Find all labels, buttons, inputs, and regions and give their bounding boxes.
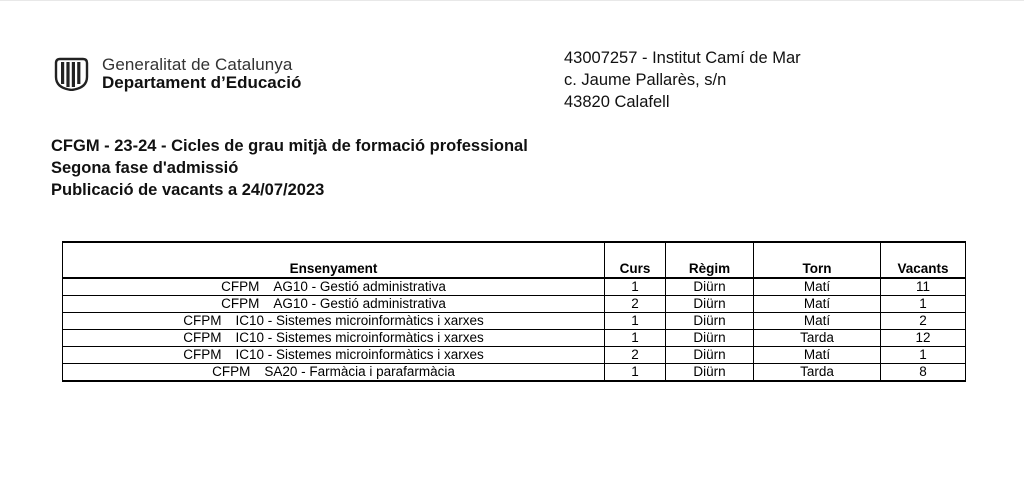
cell-regim: Diürn <box>666 364 754 382</box>
org-name: Generalitat de Catalunya <box>102 55 293 74</box>
vacancies-table <box>62 241 966 382</box>
cell-course: IC10 - Sistemes microinformàtics i xarxes <box>235 347 484 362</box>
cell-vacants: 8 <box>881 364 966 382</box>
cell-curs: 2 <box>605 347 666 364</box>
publication-date: Publicació de vacants a 24/07/2023 <box>51 181 325 199</box>
table-row <box>63 330 966 347</box>
column-header-torn: Torn <box>754 242 881 278</box>
cell-torn: Tarda <box>754 364 881 382</box>
table-row <box>63 364 966 382</box>
cell-course: SA20 - Farmàcia i parafarmàcia <box>264 364 455 379</box>
cell-curs: 1 <box>605 330 666 347</box>
generalitat-logo <box>53 56 301 92</box>
document-title: CFGM - 23-24 - Cicles de grau mitjà de formació professional <box>51 137 528 155</box>
cell-torn: Tarda <box>754 330 881 347</box>
cell-torn: Matí <box>754 296 881 313</box>
column-header-ensenyament: Ensenyament <box>63 242 605 278</box>
table-row <box>63 296 966 313</box>
cell-regim: Diürn <box>666 330 754 347</box>
school-address <box>564 47 801 113</box>
cell-type: CFPM <box>221 296 260 311</box>
column-header-vacants: Vacants <box>881 242 966 278</box>
department-name: Departament d’Educació <box>102 73 302 92</box>
cell-ensenyament <box>63 364 605 382</box>
column-header-curs: Curs <box>605 242 666 278</box>
cell-curs: 1 <box>605 313 666 330</box>
cell-curs: 1 <box>605 364 666 382</box>
cell-ensenyament <box>63 347 605 364</box>
cell-torn: Matí <box>754 278 881 296</box>
cell-type: CFPM <box>183 313 222 328</box>
cell-regim: Diürn <box>666 313 754 330</box>
table-header-row <box>63 242 966 278</box>
cell-vacants: 1 <box>881 296 966 313</box>
table-row <box>63 313 966 330</box>
cell-type: CFPM <box>183 347 222 362</box>
table-row <box>63 347 966 364</box>
page-top-border <box>0 0 1024 1</box>
school-name: 43007257 - Institut Camí de Mar <box>564 49 801 67</box>
cell-ensenyament <box>63 313 605 330</box>
cell-type: CFPM <box>221 279 260 294</box>
cell-torn: Matí <box>754 347 881 364</box>
cell-course: IC10 - Sistemes microinformàtics i xarxes <box>235 313 484 328</box>
document-titles <box>51 135 528 201</box>
cell-ensenyament <box>63 330 605 347</box>
cell-curs: 2 <box>605 296 666 313</box>
cell-vacants: 11 <box>881 278 966 296</box>
cell-regim: Diürn <box>666 296 754 313</box>
cell-vacants: 12 <box>881 330 966 347</box>
cell-ensenyament <box>63 296 605 313</box>
document-subtitle: Segona fase d'admissió <box>51 159 239 177</box>
cell-torn: Matí <box>754 313 881 330</box>
cell-regim: Diürn <box>666 278 754 296</box>
cell-ensenyament <box>63 278 605 296</box>
school-street: c. Jaume Pallarès, s/n <box>564 71 727 89</box>
cell-course: AG10 - Gestió administrativa <box>273 296 446 311</box>
cell-type: CFPM <box>183 330 222 345</box>
cell-course: AG10 - Gestió administrativa <box>273 279 446 294</box>
cell-type: CFPM <box>212 364 251 379</box>
cell-course: IC10 - Sistemes microinformàtics i xarxes <box>235 330 484 345</box>
cell-vacants: 1 <box>881 347 966 364</box>
cell-curs: 1 <box>605 278 666 296</box>
table-row <box>63 278 966 296</box>
column-header-regim: Règim <box>666 242 754 278</box>
cell-vacants: 2 <box>881 313 966 330</box>
generalitat-emblem-icon <box>53 57 90 91</box>
cell-regim: Diürn <box>666 347 754 364</box>
school-city: 43820 Calafell <box>564 93 670 111</box>
